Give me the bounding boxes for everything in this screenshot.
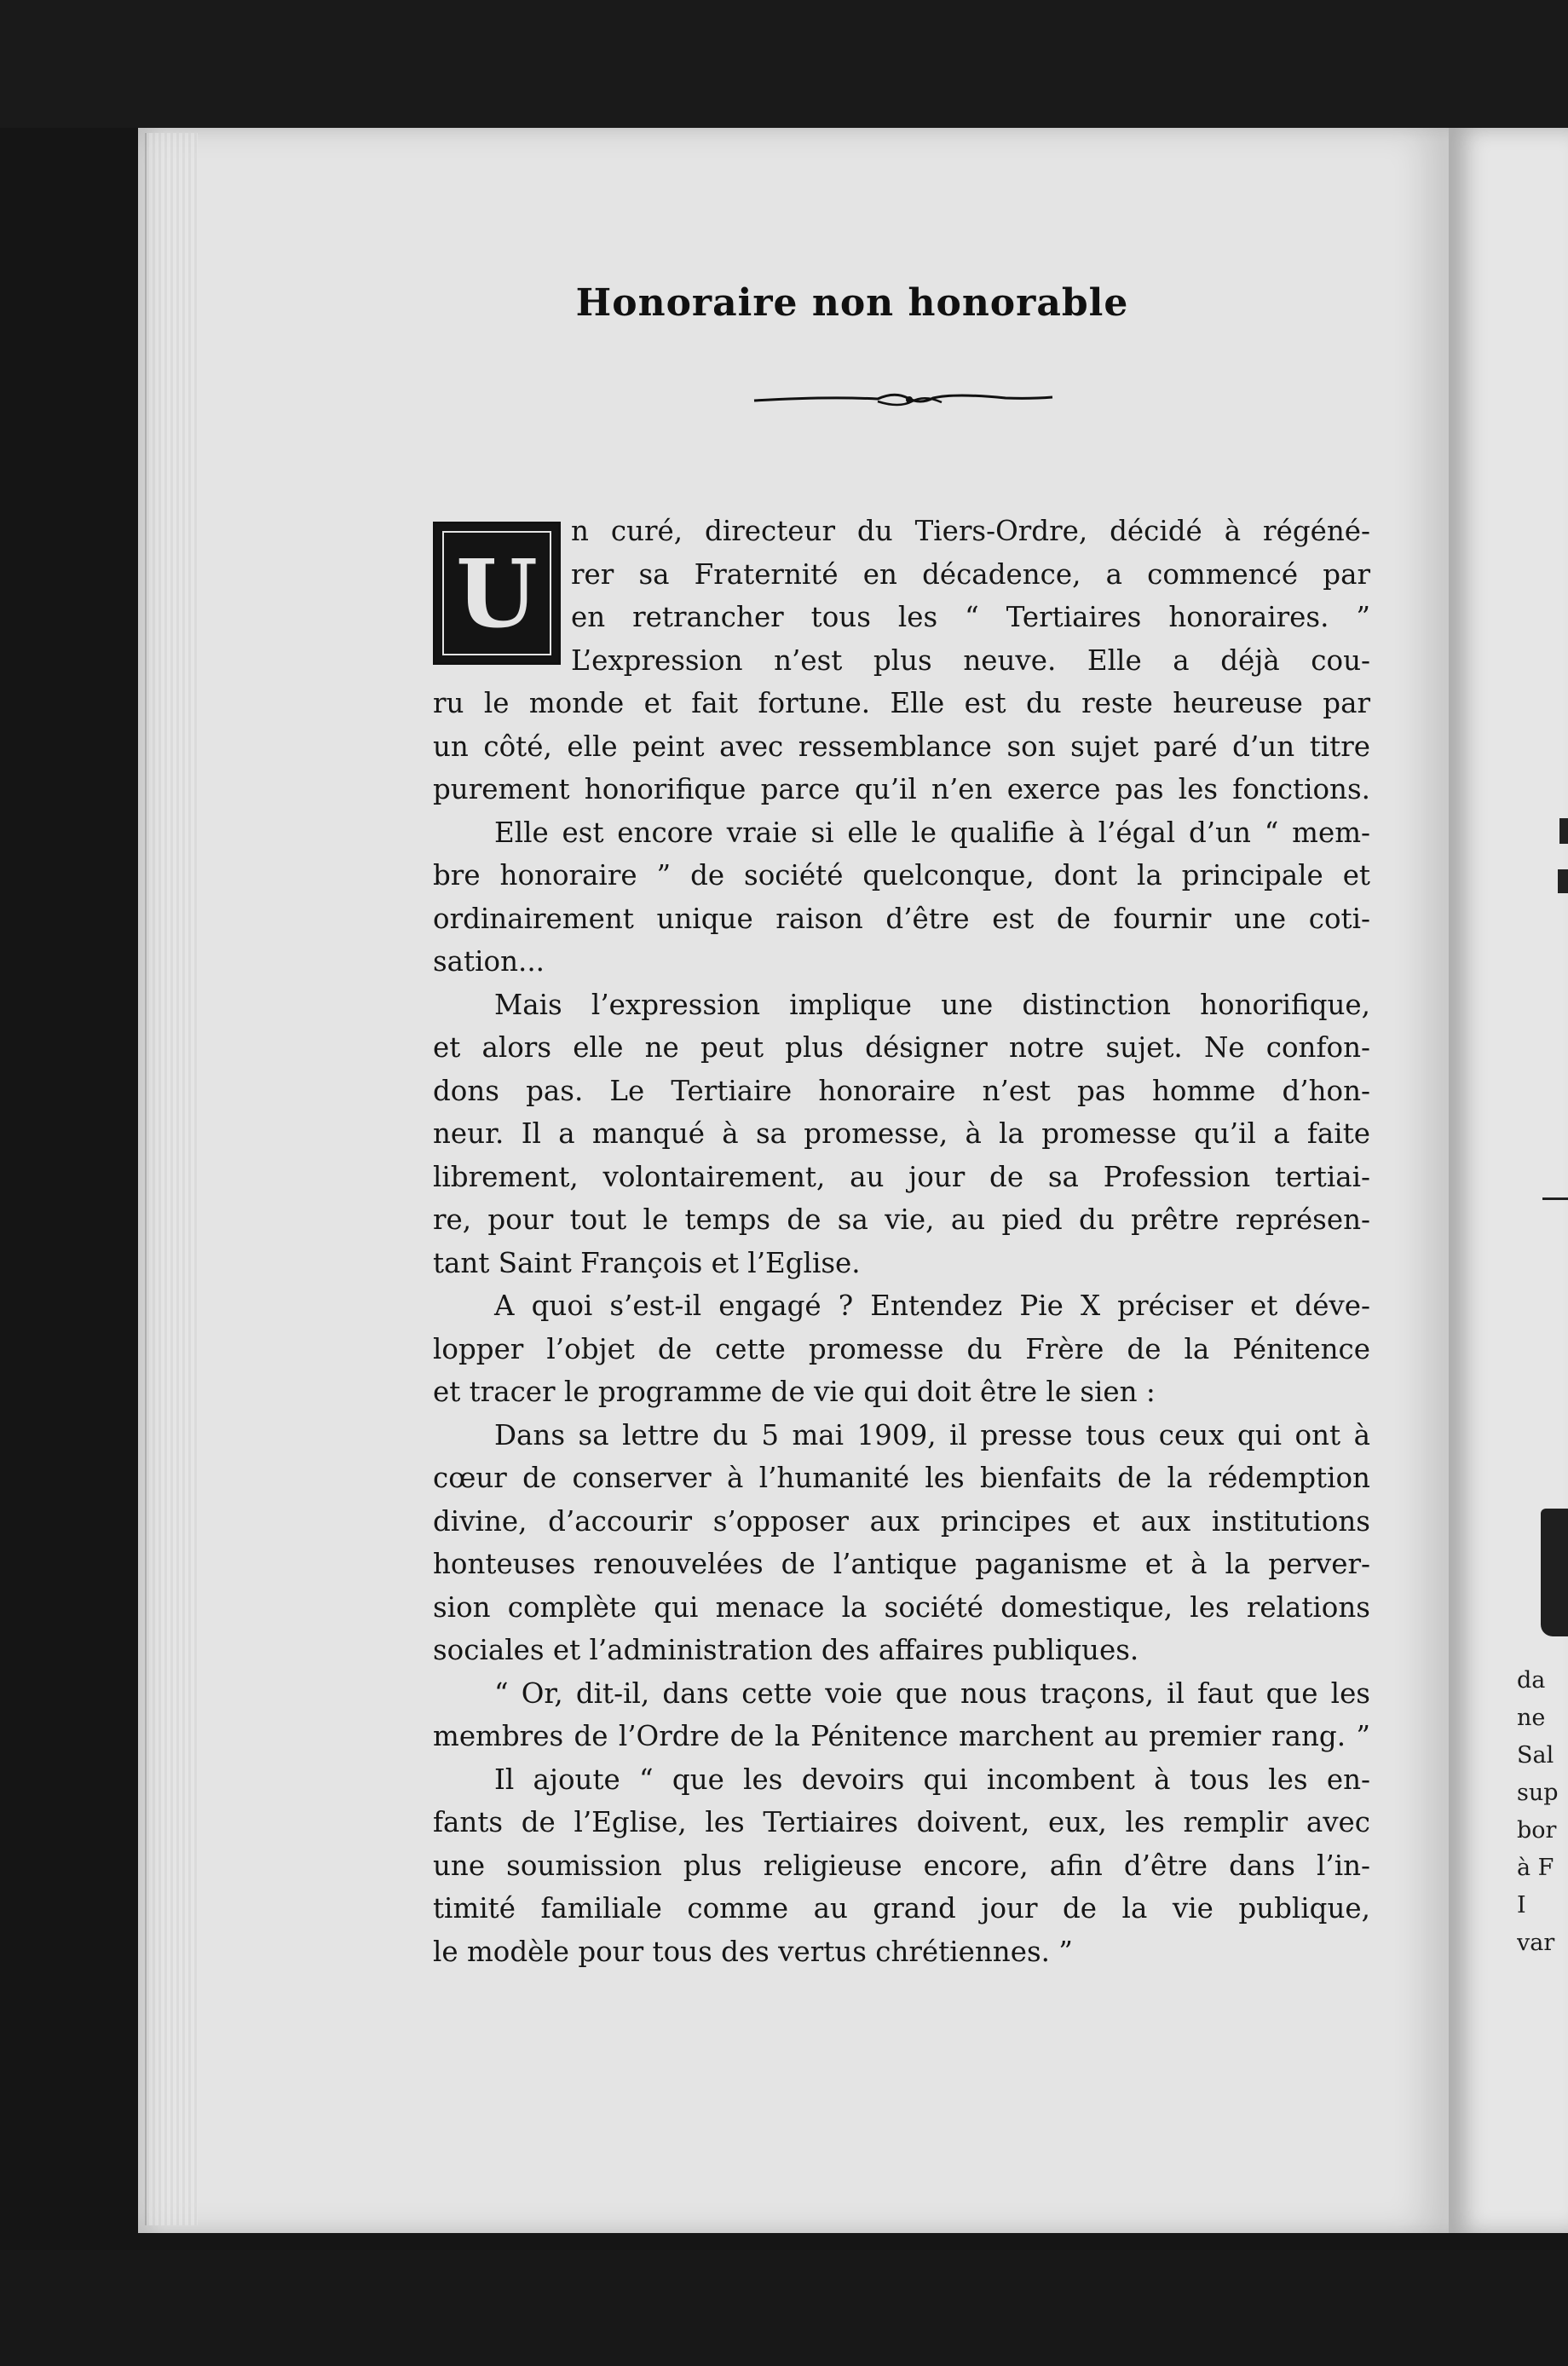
text-line: ordinairement unique raison d’être est de fournir une coti- [433, 902, 1370, 935]
text-line: et alors elle ne peut plus désigner notre sujet. Ne confon- [433, 1031, 1370, 1064]
right-fragment: da [1517, 1667, 1546, 1694]
text-line: le modèle pour tous des vertus chrétiennes. ” [433, 1935, 1073, 1968]
text-line: L’expression n’est plus neuve. Elle a déjà cou- [571, 643, 1370, 677]
text-line: Dans sa lettre du 5 mai 1909, il presse tous ceux qui ont à [494, 1418, 1370, 1451]
text-line: ru le monde et fait fortune. Elle est du reste heureuse par [433, 687, 1370, 719]
right-page-ornament [1541, 1509, 1568, 1636]
text-line: timité familiale comme au grand jour de la vie publique, [433, 1892, 1370, 1925]
text-line: n curé, directeur du Tiers-Ordre, décidé à régéné- [571, 515, 1370, 547]
text-line: membres de l’Ordre de la Pénitence marchent au premier rang. ” [433, 1720, 1370, 1752]
text-line: une soumission plus religieuse encore, afin d’être dans l’in- [433, 1849, 1370, 1882]
text-line: lopper l’objet de cette promesse du Frère de la Pénitence [433, 1332, 1370, 1365]
text-line: librement, volontairement, au jour de sa Profession tertiai- [433, 1160, 1370, 1193]
text-line: Mais l’expression implique une distinction honorifique, [494, 988, 1370, 1021]
text-line: A quoi s’est-il engagé ? Entendez Pie X préciser et déve- [494, 1290, 1370, 1322]
text-line: “ Or, dit-il, dans cette voie que nous traçons, il faut que les [494, 1676, 1370, 1710]
text-line: neur. Il a manqué à sa promesse, à la promesse qu’il a faite [433, 1117, 1370, 1150]
title-ornament-divider [750, 388, 1057, 413]
text-line: en retrancher tous les “ Tertiaires honoraires. ” [571, 601, 1370, 633]
text-line: bre honoraire ” de société quelconque, dont la principale et [433, 859, 1370, 892]
right-fragment: I [1517, 1892, 1526, 1919]
right-page-mark [1558, 869, 1568, 893]
text-line: cœur de conserver à l’humanité les bienfaits de la rédemption [433, 1462, 1370, 1494]
page-title: Honoraire non honorable [575, 281, 1129, 325]
right-fragment: sup [1517, 1780, 1559, 1806]
text-line: Il ajoute “ que les devoirs qui incombent à tous les en- [494, 1763, 1370, 1796]
right-fragment: bor [1517, 1817, 1557, 1844]
text-line: rer sa Fraternité en décadence, a commencé par [571, 557, 1370, 591]
text-line: sociales et l’administration des affaires publiques. [433, 1634, 1139, 1666]
scan-background-top [0, 0, 1568, 128]
page-edge-stack [145, 133, 198, 2225]
body-text [433, 510, 1370, 1973]
text-line: honteuses renouvelées de l’antique paganisme et à la perver- [433, 1548, 1370, 1580]
right-page-text [1517, 1662, 1568, 1962]
text-line: sation... [433, 945, 545, 978]
text-line: tant Saint François et l’Eglise. [433, 1246, 861, 1279]
text-line: Elle est encore vraie si elle le qualifie à l’égal d’un “ mem- [494, 816, 1370, 849]
text-line: re, pour tout le temps de sa vie, au pied du prêtre représen- [433, 1203, 1370, 1236]
text-line: dons pas. Le Tertiaire honoraire n’est pas homme d’hon- [433, 1074, 1370, 1107]
text-line: divine, d’accourir s’opposer aux principes et aux institutions [433, 1504, 1370, 1538]
right-page-dash [1542, 1197, 1568, 1200]
text-line: fants de l’Eglise, les Tertiaires doivent, eux, les remplir avec [433, 1806, 1370, 1838]
right-fragment: var [1517, 1930, 1555, 1956]
dropcap-letter: U [456, 538, 538, 649]
right-fragment: ne [1517, 1705, 1546, 1731]
scan-background-bottom [0, 2250, 1568, 2366]
right-fragment: à F [1517, 1855, 1554, 1881]
right-fragment: Sal [1517, 1742, 1554, 1769]
text-line: un côté, elle peint avec ressemblance son sujet paré d’un titre [433, 730, 1370, 763]
text-line: sion complète qui menace la société domestique, les relations [433, 1590, 1370, 1624]
text-line: et tracer le programme de vie qui doit être le sien : [433, 1376, 1156, 1408]
right-page-mark [1559, 818, 1568, 844]
text-line: purement honorifique parce qu’il n’en exerce pas les fonctions. [433, 773, 1370, 805]
